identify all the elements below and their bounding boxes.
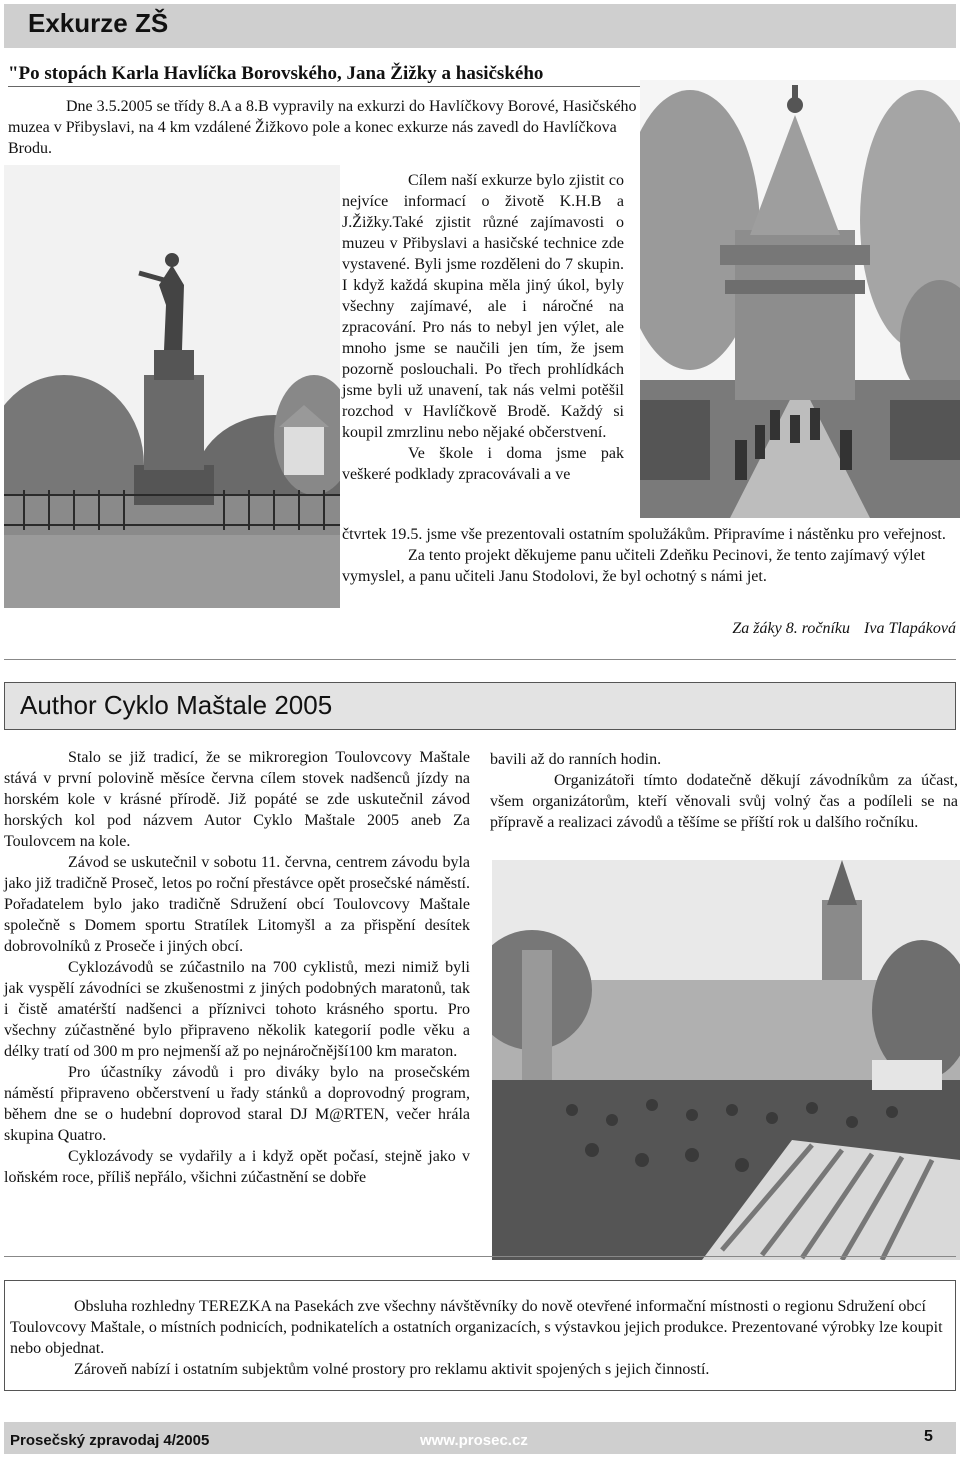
article-left-column <box>4 747 470 1188</box>
signature-group: Za žáky 8. ročníku <box>732 620 851 637</box>
article-paragraph: Organizátoři tímto dodatečně děkují závodníkům za účast, všem organizátorům, kteří věnovali svůj volný čas a podíleli se na přípravě a realizaci závodů a těšíme se příští rok u dalšího ročníku. <box>490 772 958 831</box>
article-paragraph: Cílem naší exkurze bylo zjistit co nejvíce informací o životě K.H.B a J.Žižky.Také zjistit různé zajímavosti o muzeu v Přibyslavi a hasičské technice zde vystavené. Byli jsme rozděleni do 7 skupin. I když každá skupina měla jiný úkol, byly všechny zajímavé, ale i náročné na zpracování. Pro nás to nebyl jen výlet, ale mnoho jsme se naučili jen tím, že jsem pozorně poslouchali. Po třech prohlídkách jsme byli už unavení, tak nás velmi potěšil rozchod v Havlíčkově Brodě. Každý si koupil zmrzlinu nebo nějaké občerstvení. <box>342 172 624 441</box>
town-square-photo <box>492 860 960 1260</box>
section-divider <box>4 1256 956 1257</box>
intro-paragraph: Dne 3.5.2005 se třídy 8.A a 8.B vypravily na exkurzi do Havlíčkovy Borové, Hasičského muzea v Přibyslavi, na 4 km vzdálené Žižkovo pole a konec exkurze nás zavedl do Havlíčkova Brodu. <box>8 98 637 157</box>
section-divider <box>4 659 956 660</box>
notice-text <box>10 1296 954 1380</box>
article-paragraph: čtvrtek 19.5. jsme vše prezentovali ostatním spolužákům. Připravíme i nástěnku pro veřejnost. <box>342 526 946 543</box>
article-column <box>342 170 624 485</box>
article-continuation <box>342 524 958 587</box>
section-title: Author Cyklo Maštale 2005 <box>20 690 333 720</box>
article-paragraph: bavili až do ranních hodin. <box>490 751 662 768</box>
article-signature <box>718 620 956 638</box>
monument-photo <box>640 80 960 518</box>
statue-photo <box>4 165 340 608</box>
section-title: Exkurze ZŠ <box>28 8 169 38</box>
article-right-column <box>490 749 958 833</box>
article-paragraph: Cyklozávody se vydařily a i když opět počasí, stejně jako v loňském roce, příliš nepřálo, všichni zúčastnění se dobře <box>4 1148 470 1186</box>
notice-paragraph: Zároveň nabízí i ostatním subjektům volné prostory pro reklamu aktivit spojených s jejich činností. <box>74 1361 710 1378</box>
article-paragraph: Za tento projekt děkujeme panu učiteli Zdeňku Pecinovi, že tento zajímavý výlet vymyslel, a panu učiteli Janu Stodolovi, že byl ochotný s námi jet. <box>342 547 926 585</box>
notice-paragraph: Obsluha rozhledny TEREZKA na Pasekách zve všechny návštěvníky do nově otevřené informační místnosti o regionu Sdružení obcí Toulovcovy Maštale, o místních podnicích, podnikatelích a ostatních organizacích, s výstavkou jejich produkce. Prezentované výrobky lze koupit nebo objednat. <box>10 1298 943 1357</box>
subtitle-rule <box>8 86 640 87</box>
article-paragraph: Závod se uskutečnil v sobotu 11. června, centrem závodu byla jako již tradičně Proseč, letos po roční přestávce opět prosečské náměstí. Pořadatelem bylo jako tradičně Sdružení obcí Toulovcovy Maštale společně s Domem sportu Stratílek Litomyšl a za přispění desítek dobrovolníků z Proseče i jiných obcí. <box>4 854 470 955</box>
article-paragraph: Pro účastníky závodů i pro diváky bylo na prosečském náměstí připraveno občerstvení u řady stánků a doprovodný program, během dne se o hudební doprovod staral DJ M@RTEN, večer hrála skupina Quatro. <box>4 1064 470 1144</box>
footer-publication: Prosečský zpravodaj 4/2005 <box>10 1432 210 1449</box>
article-paragraph: Cyklozávodů se zúčastnilo na 700 cyklistů, mezi nimiž byli jak vyspělí závodníci se zkušenostmi z jiných podobných maratonů, tak i čistě amatérští nadšenci a příznivci tohoto krásného sportu. Pro všechny zúčastněné bylo připraveno několik kategorií podle věku a délky tratí od 300 m pro nejmenší až po nejnáročnější100 km maraton. <box>4 959 470 1060</box>
footer-url-link[interactable]: www.prosec.cz <box>420 1432 528 1449</box>
page-number: 5 <box>924 1428 933 1445</box>
article-paragraph: Stalo se již tradicí, že se mikroregion Toulovcovy Maštale stává v první polovině měsíce června cílem stovek nadšenců jízdy na horském kole v krásné přírodě. Již popáté se zde uskutečnil závod horských kol pod názvem Autor Cyklo Maštale 2005 aneb Za Toulovcem na kole. <box>4 749 470 850</box>
signature-name: Iva Tlapáková <box>864 620 956 637</box>
article-subtitle: "Po stopách Karla Havlíčka Borovského, Jana Žižky a hasičského <box>8 63 544 84</box>
article-paragraph: Ve škole i doma jsme pak veškeré podklady zpracovávali a ve <box>342 445 624 483</box>
article-intro <box>8 96 638 159</box>
